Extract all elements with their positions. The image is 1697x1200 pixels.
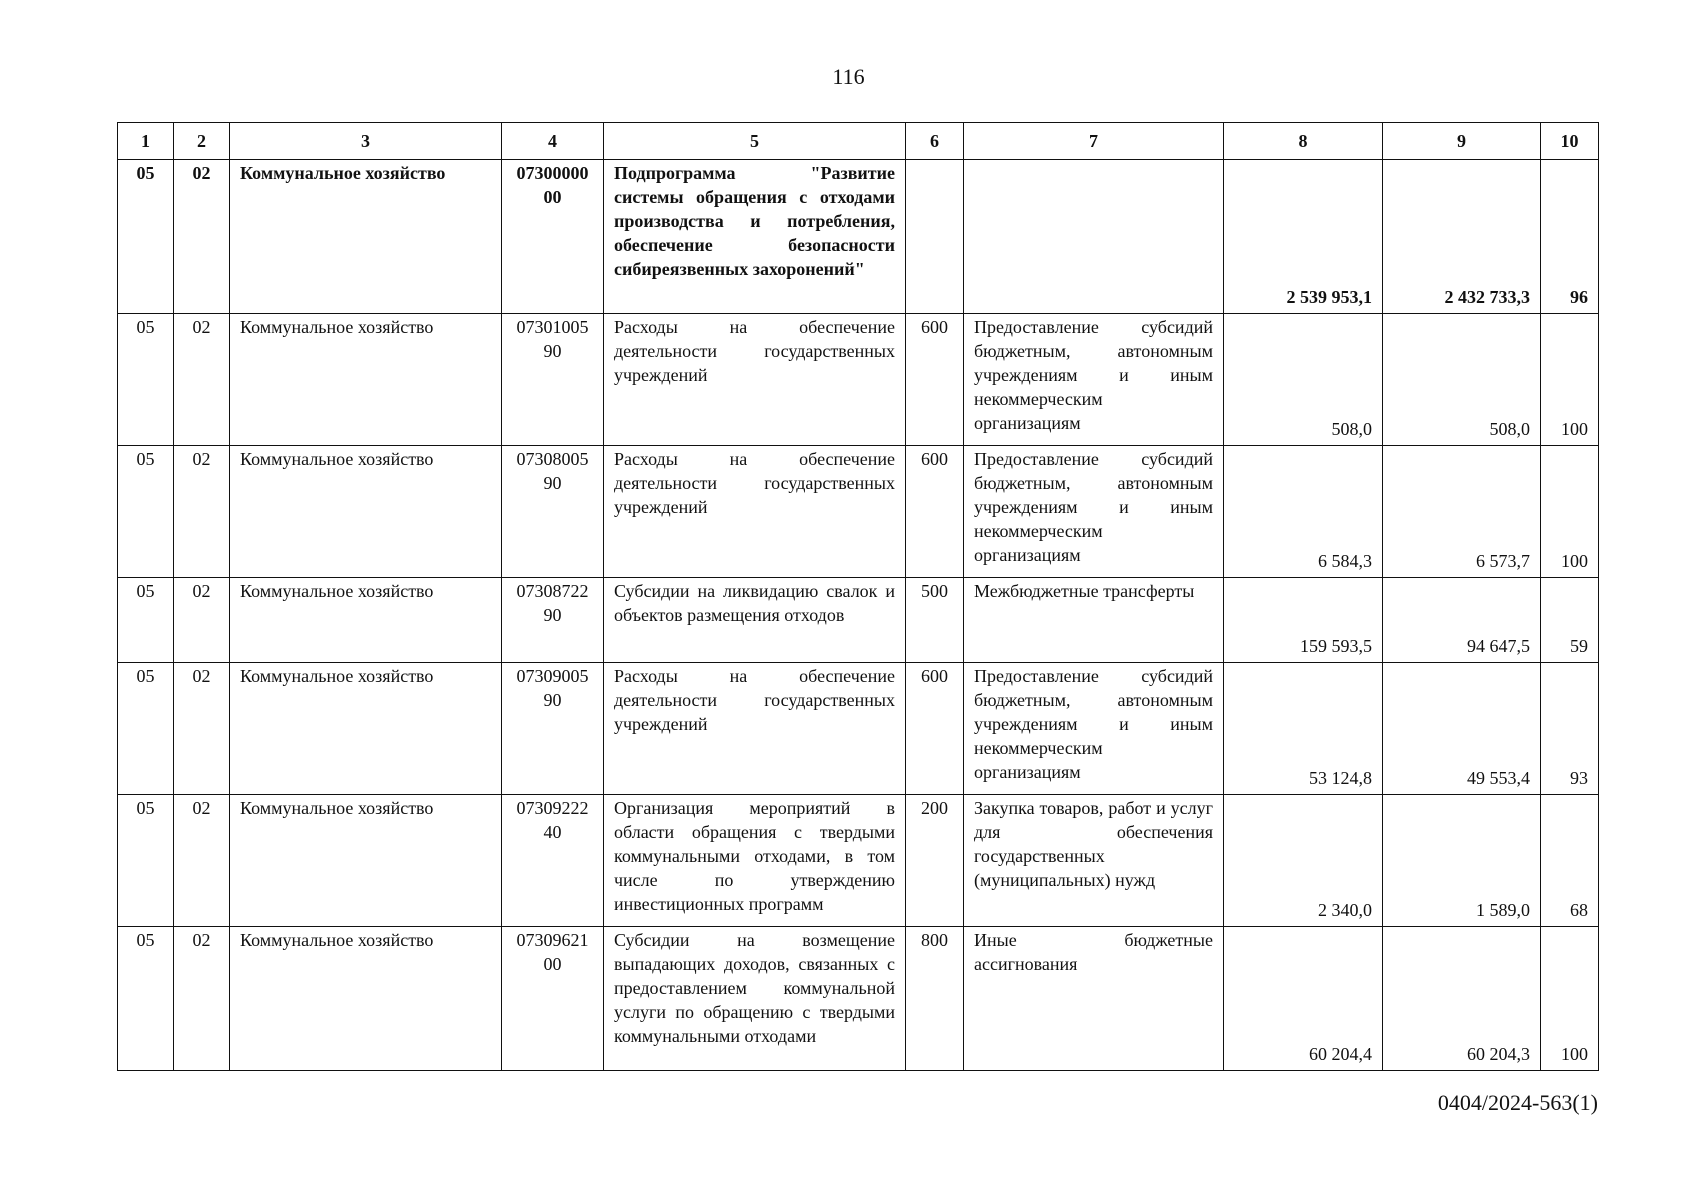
name-cell: Коммунальное хозяйство [230, 160, 502, 314]
percent-cell: 100 [1541, 446, 1599, 578]
fact-cell: 1 589,0 [1383, 795, 1541, 927]
table-row [118, 663, 1599, 795]
vr-cell: 600 [906, 446, 964, 578]
percent-cell: 59 [1541, 578, 1599, 663]
name-cell: Коммунальное хозяйство [230, 663, 502, 795]
subsection-cell: 02 [174, 160, 230, 314]
code-cell [502, 795, 604, 927]
description-cell: Организация мероприятий в области обращения с твердыми коммунальными отходами, в том числе по утверждению инвестиционных программ [604, 795, 906, 927]
plan-cell: 508,0 [1224, 314, 1383, 446]
code-cell [502, 578, 604, 663]
section-cell: 05 [118, 663, 174, 795]
plan-cell: 159 593,5 [1224, 578, 1383, 663]
subsection-cell: 02 [174, 578, 230, 663]
fact-cell: 94 647,5 [1383, 578, 1541, 663]
page-number: 116 [832, 64, 865, 89]
vr-cell: 200 [906, 795, 964, 927]
budget-table [117, 122, 1599, 1071]
vr-cell: 800 [906, 927, 964, 1071]
percent-cell: 100 [1541, 314, 1599, 446]
vr-cell: 600 [906, 314, 964, 446]
description-cell: Расходы на обеспечение деятельности государственных учреждений [604, 314, 906, 446]
column-header: 9 [1383, 123, 1541, 160]
code-cell [502, 314, 604, 446]
section-cell: 05 [118, 927, 174, 1071]
subsection-cell: 02 [174, 927, 230, 1071]
table-row [118, 578, 1599, 663]
vr-name-cell: Предоставление субсидий бюджетным, автономным учреждениям и иным некоммерческим организациям [964, 663, 1224, 795]
vr-name-cell: Предоставление субсидий бюджетным, автономным учреждениям и иным некоммерческим организациям [964, 446, 1224, 578]
code-cell [502, 927, 604, 1071]
description-cell: Расходы на обеспечение деятельности государственных учреждений [604, 663, 906, 795]
name-cell: Коммунальное хозяйство [230, 314, 502, 446]
table-row [118, 314, 1599, 446]
code-cell [502, 160, 604, 314]
fact-cell: 2 432 733,3 [1383, 160, 1541, 314]
code-text: 0730922240 [516, 798, 589, 842]
fact-cell: 49 553,4 [1383, 663, 1541, 795]
plan-cell: 6 584,3 [1224, 446, 1383, 578]
subsection-cell: 02 [174, 314, 230, 446]
code-cell [502, 446, 604, 578]
section-cell: 05 [118, 795, 174, 927]
column-header: 7 [964, 123, 1224, 160]
vr-name-cell: Закупка товаров, работ и услуг для обеспечения государственных (муниципальных) нужд [964, 795, 1224, 927]
table-row [118, 795, 1599, 927]
percent-cell: 93 [1541, 663, 1599, 795]
column-header: 5 [604, 123, 906, 160]
code-text: 0730962100 [516, 930, 589, 974]
description-cell: Субсидии на возмещение выпадающих доходов, связанных с предоставлением коммунальной услуги по обращению с твердыми коммунальными отходами [604, 927, 906, 1071]
subsection-cell: 02 [174, 446, 230, 578]
code-text: 0730900590 [516, 666, 589, 710]
table-row [118, 160, 1599, 314]
code-text: 0730800590 [516, 449, 589, 493]
name-cell: Коммунальное хозяйство [230, 446, 502, 578]
column-header: 10 [1541, 123, 1599, 160]
table-row [118, 446, 1599, 578]
column-header: 4 [502, 123, 604, 160]
percent-cell: 96 [1541, 160, 1599, 314]
name-cell: Коммунальное хозяйство [230, 927, 502, 1071]
code-text: 0730000000 [516, 163, 589, 207]
vr-name-cell: Межбюджетные трансферты [964, 578, 1224, 663]
column-header: 1 [118, 123, 174, 160]
vr-name-cell: Предоставление субсидий бюджетным, автономным учреждениям и иным некоммерческим организациям [964, 314, 1224, 446]
table-row [118, 927, 1599, 1071]
plan-cell: 2 340,0 [1224, 795, 1383, 927]
description-cell: Подпрограмма "Развитие системы обращения с отходами производства и потребления, обеспечение безопасности сибиреязвенных захоронений" [604, 160, 906, 314]
vr-cell: 500 [906, 578, 964, 663]
column-header: 2 [174, 123, 230, 160]
plan-cell: 53 124,8 [1224, 663, 1383, 795]
plan-cell: 2 539 953,1 [1224, 160, 1383, 314]
header-row [118, 123, 1599, 160]
vr-name-cell: Иные бюджетные ассигнования [964, 927, 1224, 1071]
code-cell [502, 663, 604, 795]
subsection-cell: 02 [174, 795, 230, 927]
vr-name-cell [964, 160, 1224, 314]
fact-cell: 60 204,3 [1383, 927, 1541, 1071]
percent-cell: 68 [1541, 795, 1599, 927]
column-header: 8 [1224, 123, 1383, 160]
code-text: 0730872290 [516, 581, 589, 625]
section-cell: 05 [118, 446, 174, 578]
vr-cell [906, 160, 964, 314]
plan-cell: 60 204,4 [1224, 927, 1383, 1071]
description-cell: Расходы на обеспечение деятельности государственных учреждений [604, 446, 906, 578]
vr-cell: 600 [906, 663, 964, 795]
percent-cell: 100 [1541, 927, 1599, 1071]
section-cell: 05 [118, 314, 174, 446]
section-cell: 05 [118, 578, 174, 663]
fact-cell: 6 573,7 [1383, 446, 1541, 578]
code-text: 0730100590 [516, 317, 589, 361]
fact-cell: 508,0 [1383, 314, 1541, 446]
document-id: 0404/2024-563(1) [1437, 1090, 1598, 1115]
name-cell: Коммунальное хозяйство [230, 795, 502, 927]
section-cell: 05 [118, 160, 174, 314]
column-header: 3 [230, 123, 502, 160]
subsection-cell: 02 [174, 663, 230, 795]
description-cell: Субсидии на ликвидацию свалок и объектов размещения отходов [604, 578, 906, 663]
name-cell: Коммунальное хозяйство [230, 578, 502, 663]
column-header: 6 [906, 123, 964, 160]
